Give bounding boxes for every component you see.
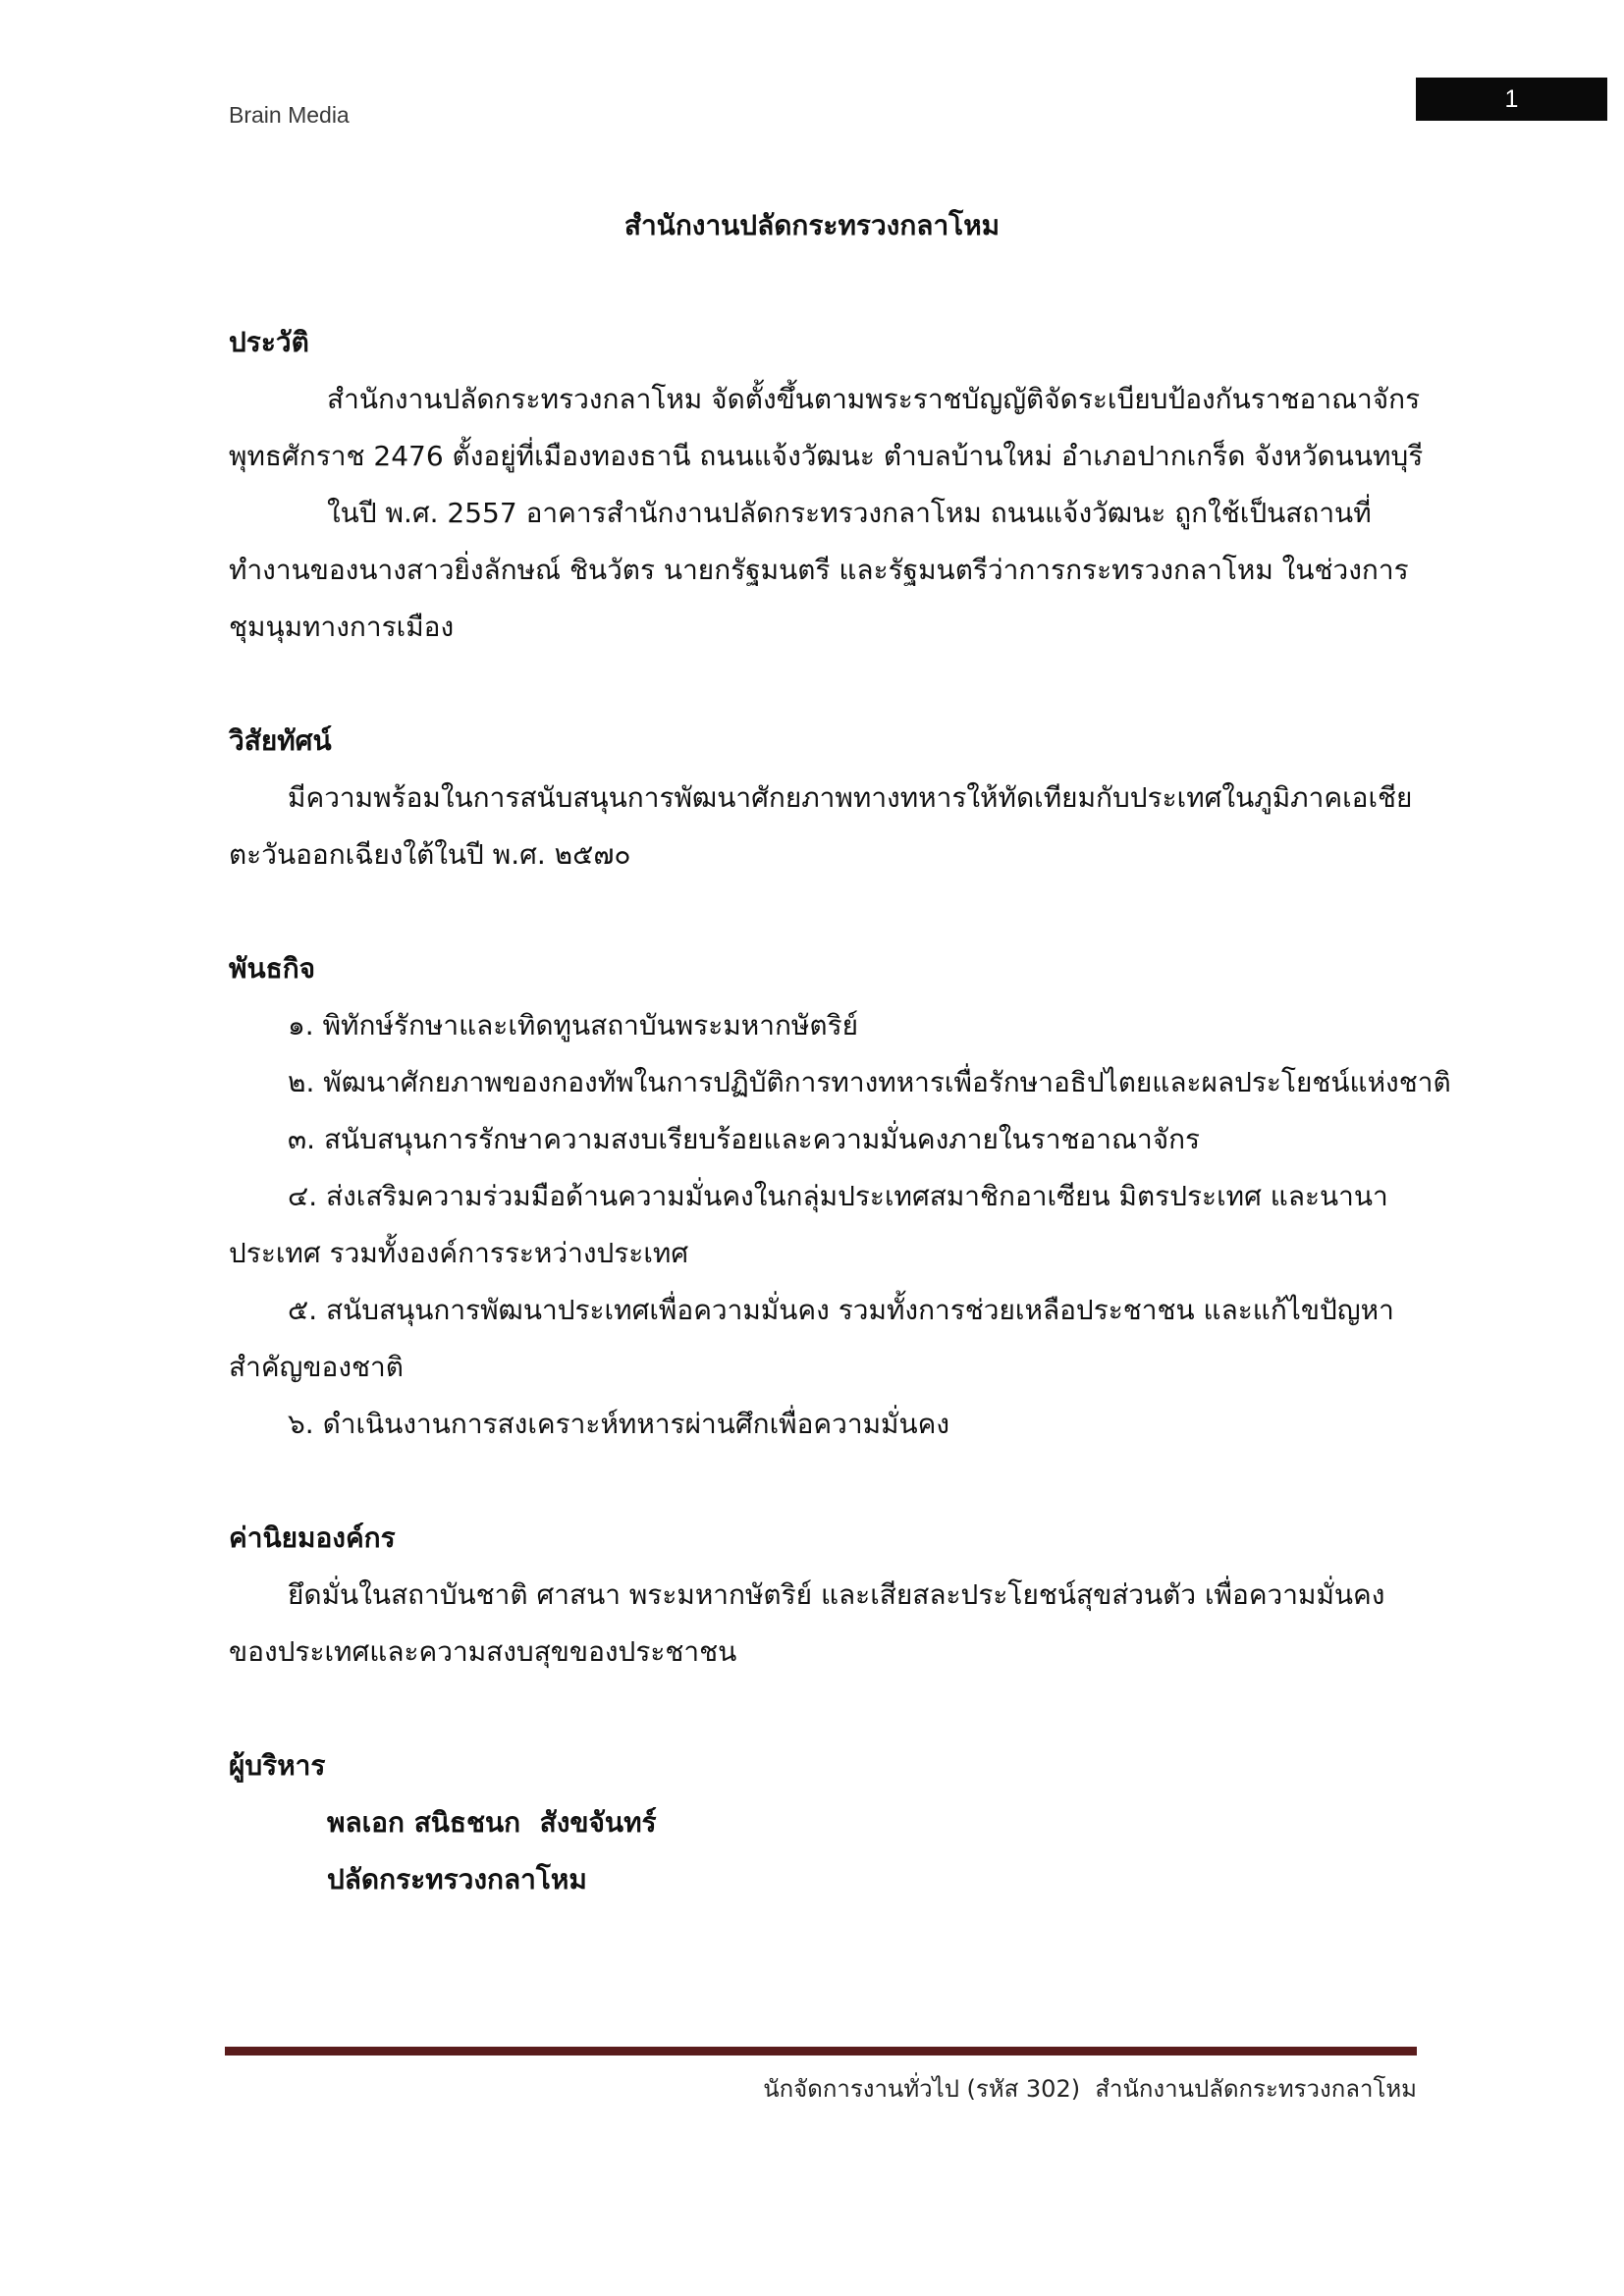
mission-list <box>229 997 1451 1453</box>
footer-divider <box>225 2047 1417 2056</box>
document-title: สำนักงานปลัดกระทรวงกลาโหม <box>623 209 1001 241</box>
mission-item: ๖. ดำเนินงานการสงเคราะห์ทหารผ่านศึกเพื่อความมั่นคง <box>288 1408 950 1440</box>
brand-label: Brain Media <box>229 102 350 128</box>
executive-heading: ผู้บริหาร <box>229 1749 326 1782</box>
footer-text: นักจัดการงานทั่วไป (รหัส 302) สำนักงานปลัดกระทรวงกลาโหม <box>763 2075 1417 2103</box>
mission-item: ๑. พิทักษ์รักษาและเทิดทูนสถาบันพระมหากษัตริย์ <box>288 1009 859 1041</box>
history-paragraph: สำนักงานปลัดกระทรวงกลาโหม จัดตั้งขึ้นตามพระราชบัญญัติจัดระเบียบป้องกันราชอาณาจักร พุทธศักราช 2476 ตั้งอยู่ที่เมืองทองธานี ถนนแจ้งวัฒนะ ตำบลบ้านใหม่ อำเภอปากเกร็ด จังหวัดนนทบุรี <box>229 383 1424 472</box>
mission-item: ๒. พัฒนาศักยภาพของกองทัพในการปฏิบัติการทางทหารเพื่อรักษาอธิปไตยและผลประโยชน์แห่งชาติ <box>288 1066 1451 1098</box>
values-text: ยึดมั่นในสถาบันชาติ ศาสนา พระมหากษัตริย์ และเสียสละประโยชน์สุขส่วนตัว เพื่อความมั่นคงของประเทศและความสงบสุขของประชาชน <box>229 1578 1385 1668</box>
mission-item: ๓. สนับสนุนการรักษาความสงบเรียบร้อยและความมั่นคงภายในราชอาณาจักร <box>288 1123 1201 1155</box>
mission-heading: พันธกิจ <box>229 952 316 985</box>
executive-position: ปลัดกระทรวงกลาโหม <box>327 1863 587 1896</box>
vision-text: มีความพร้อมในการสนับสนุนการพัฒนาศักยภาพทางทหารให้ทัดเทียมกับประเทศในภูมิภาคเอเชียตะวันออกเฉียงใต้ในปี พ.ศ. ๒๕๗๐ <box>229 781 1413 871</box>
mission-item: ๔. ส่งเสริมความร่วมมือด้านความมั่นคงในกลุ่มประเทศสมาชิกอาเซียน มิตรประเทศ และนานาประเทศ รวมทั้งองค์การระหว่างประเทศ <box>229 1180 1388 1269</box>
vision-heading: วิสัยทัศน์ <box>229 724 332 757</box>
values-heading: ค่านิยมองค์กร <box>229 1522 396 1554</box>
page-number-badge: 1 <box>1416 78 1607 121</box>
document-body <box>229 314 1451 1908</box>
history-heading: ประวัติ <box>229 326 309 358</box>
history-paragraph: ในปี พ.ศ. 2557 อาคารสำนักงานปลัดกระทรวงกลาโหม ถนนแจ้งวัฒนะ ถูกใช้เป็นสถานที่ทำงานของนางสาวยิ่งลักษณ์ ชินวัตร นายกรัฐมนตรี และรัฐมนตรีว่าการกระทรวงกลาโหม ในช่วงการชุมนุมทางการเมือง <box>229 497 1409 643</box>
mission-item: ๕. สนับสนุนการพัฒนาประเทศเพื่อความมั่นคง รวมทั้งการช่วยเหลือประชาชน และแก้ไขปัญหาสำคัญของชาติ <box>229 1294 1394 1383</box>
executive-name: พลเอก สนิธชนก สังขจันทร์ <box>327 1806 657 1839</box>
